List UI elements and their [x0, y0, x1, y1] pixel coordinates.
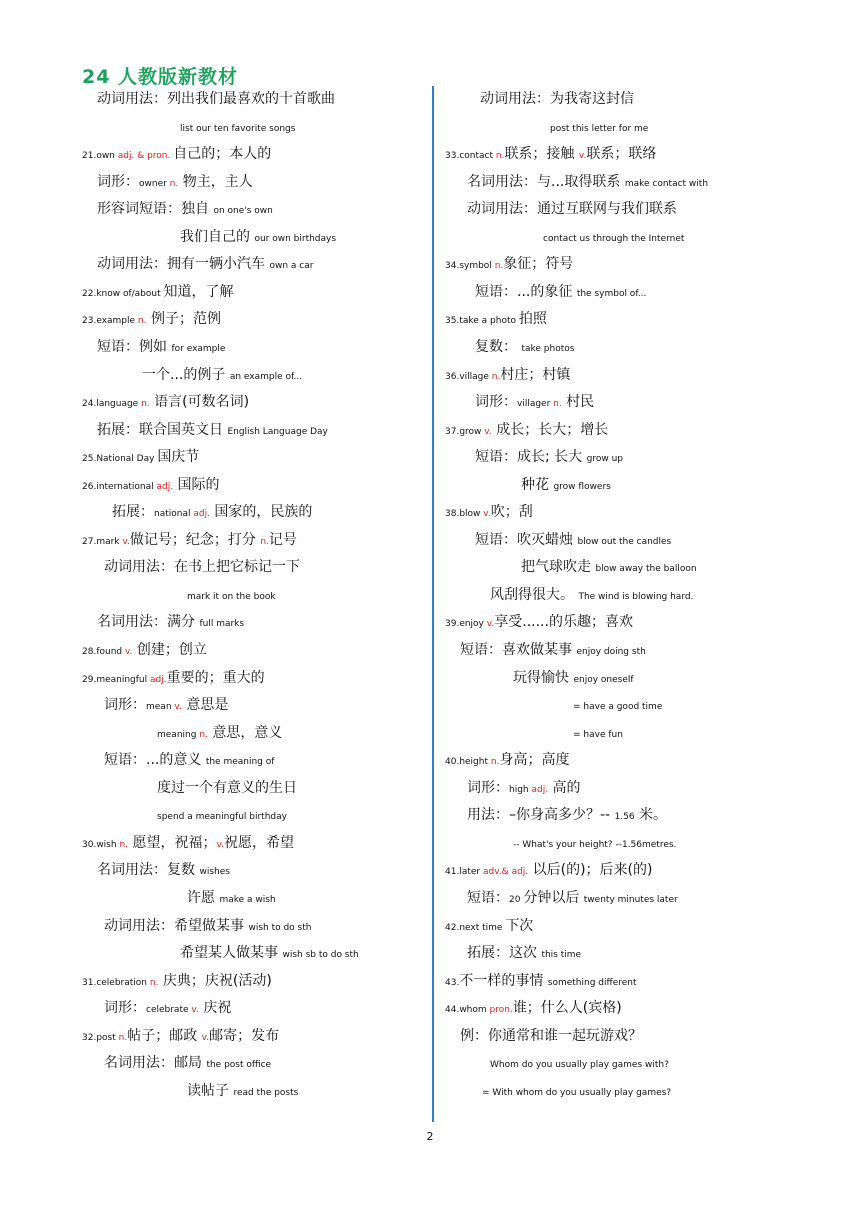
text-segment: something different: [547, 977, 637, 988]
text-segment: full marks: [199, 619, 245, 630]
right-line: [475, 533, 671, 547]
text-segment: v.: [483, 509, 491, 520]
text-segment: 动词用法：在书上把它标记一下: [104, 559, 300, 576]
right-line: [460, 1029, 642, 1043]
left-line: [97, 863, 230, 877]
left-line: [104, 698, 228, 712]
left-line: [187, 891, 276, 905]
left-line: [104, 753, 274, 767]
text-segment: 自己的；本人的: [173, 146, 272, 163]
right-line: [445, 919, 533, 933]
right-line: [490, 1056, 669, 1070]
text-segment: = have a good time: [573, 702, 663, 713]
left-line: [82, 147, 271, 161]
text-segment: = have fun: [573, 729, 623, 740]
text-segment: 动词用法：希望做某事: [104, 917, 249, 934]
text-segment: adj.: [156, 481, 174, 492]
text-segment: high: [509, 784, 532, 795]
text-segment: 意思，意义: [207, 724, 283, 741]
left-line: [157, 726, 282, 740]
text-segment: make a wish: [219, 894, 276, 905]
text-segment: 种花: [521, 476, 554, 493]
text-segment: 36.village: [445, 371, 492, 382]
text-segment: 20: [509, 894, 524, 905]
text-segment: 成长；长大；增长: [491, 421, 609, 438]
text-segment: the symbol of...: [576, 288, 647, 299]
text-segment: 40.height: [445, 757, 491, 768]
text-segment: 名词用法：邮局: [104, 1055, 207, 1072]
text-segment: 词形：: [475, 394, 517, 411]
text-segment: 读帖子: [187, 1082, 234, 1099]
right-line: [467, 891, 678, 905]
text-segment: n.: [490, 757, 500, 768]
text-segment: n.: [141, 399, 150, 410]
text-segment: 拓展：: [112, 504, 154, 521]
text-segment: 词形：: [104, 697, 146, 714]
text-segment: 22.know of/about: [82, 288, 164, 299]
text-segment: 拓展：这次: [467, 945, 542, 962]
text-segment: 词形：: [104, 1000, 146, 1017]
text-segment: 28.found: [82, 647, 125, 657]
text-segment: 41.later: [445, 867, 483, 878]
text-segment: 27.mark: [82, 536, 123, 547]
text-segment: 记号: [268, 531, 297, 548]
right-line: [467, 946, 581, 960]
text-segment: 25.National Day: [82, 454, 158, 465]
left-line: [97, 423, 328, 437]
text-segment: 不一样的事情: [459, 972, 548, 989]
text-segment: The wind is blowing hard.: [578, 591, 694, 602]
text-segment: 29.meaningful: [82, 674, 150, 685]
text-segment: 村庄；村镇: [500, 366, 571, 383]
text-segment: wish sb to do sth: [282, 950, 359, 961]
text-segment: v.: [578, 151, 587, 162]
text-segment: read the posts: [233, 1087, 299, 1098]
right-line: [445, 147, 656, 161]
right-line: [482, 1084, 671, 1098]
page-title: 24 人教版新教材: [82, 66, 239, 88]
right-line: [513, 671, 634, 685]
text-segment: 以后(的)；后来(的): [528, 862, 653, 879]
text-segment: 32.post: [82, 1032, 119, 1043]
text-segment: 把气球吹走: [521, 559, 596, 576]
text-segment: 希望某人做某事: [180, 945, 283, 962]
text-segment: 愿望，祝福；: [128, 834, 217, 851]
text-segment: 34.symbol: [445, 261, 495, 272]
text-segment: n.: [118, 1032, 128, 1043]
text-segment: adj.: [193, 509, 210, 520]
right-line: [445, 974, 637, 988]
text-segment: 一个...的例子: [142, 366, 230, 383]
text-segment: enjoy doing sth: [576, 647, 646, 657]
text-segment: 42.next time: [445, 922, 506, 933]
right-line: [543, 230, 684, 244]
right-line: [467, 175, 708, 189]
text-segment: v.: [124, 647, 133, 657]
text-segment: pron.: [489, 1005, 513, 1016]
text-segment: v.: [201, 1032, 210, 1043]
right-line: [467, 808, 667, 822]
left-line: [97, 175, 253, 189]
text-segment: -- What's your height? --1.56metres.: [513, 839, 677, 850]
text-segment: 联系；接触: [504, 146, 579, 163]
text-segment: 39.enjoy: [445, 619, 487, 630]
text-segment: 语言(可数名词): [149, 394, 250, 411]
text-segment: 词形：: [467, 779, 509, 796]
text-segment: 拓展：联合国英文日: [97, 421, 228, 438]
left-line: [82, 1029, 279, 1043]
text-segment: v.: [191, 1005, 199, 1016]
right-line: [475, 340, 574, 354]
text-segment: 帖子；邮政: [127, 1027, 202, 1044]
right-line: [445, 423, 608, 437]
left-line: [104, 1056, 271, 1070]
left-line: [82, 974, 272, 988]
text-segment: twenty minutes later: [583, 894, 678, 905]
text-segment: adv.& adj.: [482, 867, 529, 878]
text-segment: 词形：: [97, 173, 139, 190]
text-segment: mark it on the book: [187, 591, 276, 602]
text-segment: n.: [137, 316, 147, 327]
text-segment: 国际的: [173, 476, 220, 493]
text-segment: 名词用法：复数: [97, 862, 200, 879]
left-line: [82, 643, 207, 657]
right-line: [513, 836, 676, 850]
text-segment: 村民: [561, 394, 595, 411]
text-segment: 重要的；重大的: [166, 669, 265, 686]
left-line: [97, 340, 225, 354]
text-segment: 复数：: [475, 338, 522, 355]
text-segment: 形容词短语：独自: [97, 201, 214, 218]
text-segment: grow flowers: [553, 481, 611, 492]
text-segment: 我们自己的: [180, 228, 255, 245]
text-segment: make contact with: [624, 178, 709, 189]
left-line: [187, 1084, 298, 1098]
text-segment: = With whom do you usually play games?: [482, 1087, 672, 1098]
text-segment: 高的: [548, 779, 581, 796]
left-line: [104, 560, 300, 574]
left-line: [187, 588, 276, 602]
text-segment: on one's own: [213, 206, 273, 217]
text-segment: 短语：吹灭蜡烛: [475, 531, 578, 548]
right-line: [445, 1001, 622, 1015]
text-segment: 1.56: [614, 812, 635, 823]
text-segment: list our ten favorite songs: [180, 123, 296, 134]
text-segment: 37.grow: [445, 426, 485, 437]
text-segment: the meaning of: [205, 757, 275, 768]
text-segment: 23.example: [82, 316, 138, 327]
text-segment: wishes: [199, 867, 230, 878]
text-segment: n.: [494, 261, 504, 272]
text-segment: 祝愿，希望: [223, 834, 294, 851]
right-line: [445, 753, 569, 767]
text-segment: 物主，主人: [178, 173, 253, 190]
text-segment: 分钟以后: [523, 889, 584, 906]
text-segment: spend a meaningful birthday: [157, 812, 287, 823]
text-segment: an example of...: [229, 371, 303, 382]
text-segment: 短语：...的意义: [104, 752, 206, 769]
text-segment: 风刮得很大。: [490, 586, 579, 603]
text-segment: Whom do you usually play games with?: [490, 1060, 669, 1071]
text-segment: 26.international: [82, 481, 157, 492]
right-line: [573, 726, 623, 740]
text-segment: 例子；范例: [146, 311, 221, 328]
text-segment: 度过一个有意义的生日: [157, 779, 297, 796]
right-line: [445, 505, 533, 519]
text-segment: 动词用法：为我寄这封信: [480, 91, 634, 107]
text-segment: our own birthdays: [254, 233, 337, 244]
left-line: [157, 808, 287, 822]
left-line: [82, 836, 294, 850]
right-line: [550, 120, 648, 134]
right-line: [490, 588, 693, 602]
text-segment: national: [154, 509, 194, 520]
left-line: [97, 92, 335, 106]
right-line: [445, 312, 547, 326]
text-segment: 21.own: [82, 151, 118, 162]
left-line: [180, 946, 359, 960]
left-line: [82, 671, 265, 685]
text-segment: 短语：: [467, 889, 509, 906]
text-segment: v.: [122, 536, 130, 547]
text-segment: 44.whom: [445, 1005, 490, 1016]
right-line: [445, 368, 570, 382]
left-line: [97, 257, 313, 271]
text-segment: for example: [171, 343, 226, 354]
left-line: [82, 478, 220, 492]
text-segment: 象征；符号: [503, 256, 574, 273]
text-segment: mean: [146, 702, 175, 713]
right-line: [445, 615, 633, 629]
left-line: [97, 615, 244, 629]
text-segment: 短语：...的象征: [475, 283, 577, 300]
text-segment: 43.: [445, 977, 460, 988]
left-line: [180, 120, 295, 134]
text-segment: v.: [484, 426, 492, 437]
text-segment: 短语：喜欢做某事: [460, 642, 577, 658]
text-segment: 玩得愉快: [513, 669, 574, 686]
left-line: [180, 230, 336, 244]
text-segment: enjoy oneself: [573, 674, 634, 685]
text-segment: 联系；联络: [586, 146, 657, 163]
text-segment: v.: [174, 702, 182, 713]
text-segment: 例：你通常和谁一起玩游戏？: [460, 1027, 642, 1044]
text-segment: 做记号；纪念；打分: [129, 531, 261, 548]
text-segment: 名词用法：满分: [97, 614, 200, 631]
right-line: [445, 863, 652, 877]
text-segment: own a car: [269, 261, 314, 272]
text-segment: 拍照: [518, 311, 547, 328]
left-line: [104, 1001, 231, 1015]
text-segment: 动词用法：列出我们最喜欢的十首歌曲: [97, 91, 335, 107]
left-line: [82, 395, 249, 409]
text-segment: n.: [119, 839, 129, 850]
text-segment: 知道，了解: [163, 283, 234, 300]
text-segment: n.: [149, 977, 159, 988]
text-segment: 意思是: [181, 697, 229, 714]
text-segment: 用法：–你身高多少？--: [467, 807, 615, 824]
left-line: [82, 285, 234, 299]
text-segment: 享受......的乐趣；喜欢: [494, 614, 633, 631]
text-segment: 名词用法：与...取得联系: [467, 173, 625, 190]
text-segment: 邮寄；发布: [209, 1027, 280, 1044]
text-segment: 创建；创立: [132, 642, 207, 658]
text-segment: 38.blow: [445, 509, 484, 520]
text-segment: n.: [491, 371, 501, 382]
text-segment: grow up: [586, 454, 623, 465]
text-segment: 身高；高度: [499, 752, 570, 769]
text-segment: 35.take a photo: [445, 316, 519, 327]
text-segment: 短语：成长; 长大: [475, 449, 587, 466]
text-segment: adj.: [531, 784, 549, 795]
text-segment: post this letter for me: [550, 123, 649, 134]
right-line: [467, 781, 581, 795]
text-segment: 国家的，民族的: [209, 504, 313, 521]
text-segment: 吹；刮: [490, 504, 533, 521]
left-line: [104, 919, 311, 933]
right-line: [573, 698, 662, 712]
text-segment: 动词用法：通过互联网与我们联系: [467, 201, 677, 218]
text-segment: celebrate: [146, 1005, 192, 1016]
text-segment: n.: [495, 151, 505, 162]
text-segment: n.: [169, 178, 179, 189]
right-line: [475, 395, 594, 409]
text-segment: 下次: [505, 917, 534, 934]
text-segment: wish to do sth: [248, 922, 312, 933]
text-segment: n.: [199, 729, 208, 740]
text-segment: this time: [541, 950, 582, 961]
text-segment: owner: [139, 178, 170, 189]
text-segment: adj.: [150, 674, 167, 685]
text-segment: v.: [486, 619, 495, 630]
right-line: [480, 92, 634, 106]
right-line: [445, 257, 573, 271]
right-line: [521, 478, 611, 492]
right-line: [467, 202, 677, 216]
text-segment: n.: [553, 399, 562, 410]
text-segment: 许愿: [187, 889, 220, 906]
right-line: [521, 560, 697, 574]
text-segment: 短语：例如: [97, 338, 172, 355]
text-segment: n.: [260, 536, 269, 547]
text-segment: villager: [517, 399, 554, 410]
text-segment: 谁；什么人(宾格): [512, 1000, 622, 1017]
text-segment: 24.language: [82, 399, 142, 410]
right-line: [475, 285, 646, 299]
text-segment: take photos: [521, 343, 575, 354]
left-line: [82, 533, 297, 547]
text-segment: 30.wish: [82, 839, 120, 850]
text-segment: 庆典；庆祝(活动): [158, 972, 272, 989]
text-segment: English Language Day: [227, 426, 328, 437]
left-line: [157, 781, 297, 795]
text-segment: the post office: [206, 1060, 272, 1071]
page-number: 2: [426, 1130, 434, 1143]
left-line: [112, 505, 312, 519]
left-line: [82, 312, 221, 326]
text-segment: 庆祝: [198, 1000, 232, 1017]
text-segment: contact us through the Internet: [543, 233, 685, 244]
text-segment: blow out the candles: [577, 536, 672, 547]
left-line: [97, 202, 273, 216]
right-line: [460, 643, 646, 657]
text-segment: blow away the balloon: [595, 564, 697, 575]
text-segment: v.: [216, 839, 224, 850]
right-line: [475, 450, 623, 464]
text-segment: 31.celebration: [82, 977, 150, 988]
text-segment: 米。: [634, 807, 668, 824]
column-divider: [432, 86, 434, 1122]
left-line: [82, 450, 199, 464]
text-segment: adj. & pron.: [117, 151, 174, 162]
text-segment: 33.contact: [445, 151, 496, 162]
text-segment: 动词用法：拥有一辆小汽车: [97, 256, 270, 273]
text-segment: 国庆节: [157, 449, 200, 466]
left-line: [142, 368, 302, 382]
text-segment: meaning: [157, 729, 200, 740]
